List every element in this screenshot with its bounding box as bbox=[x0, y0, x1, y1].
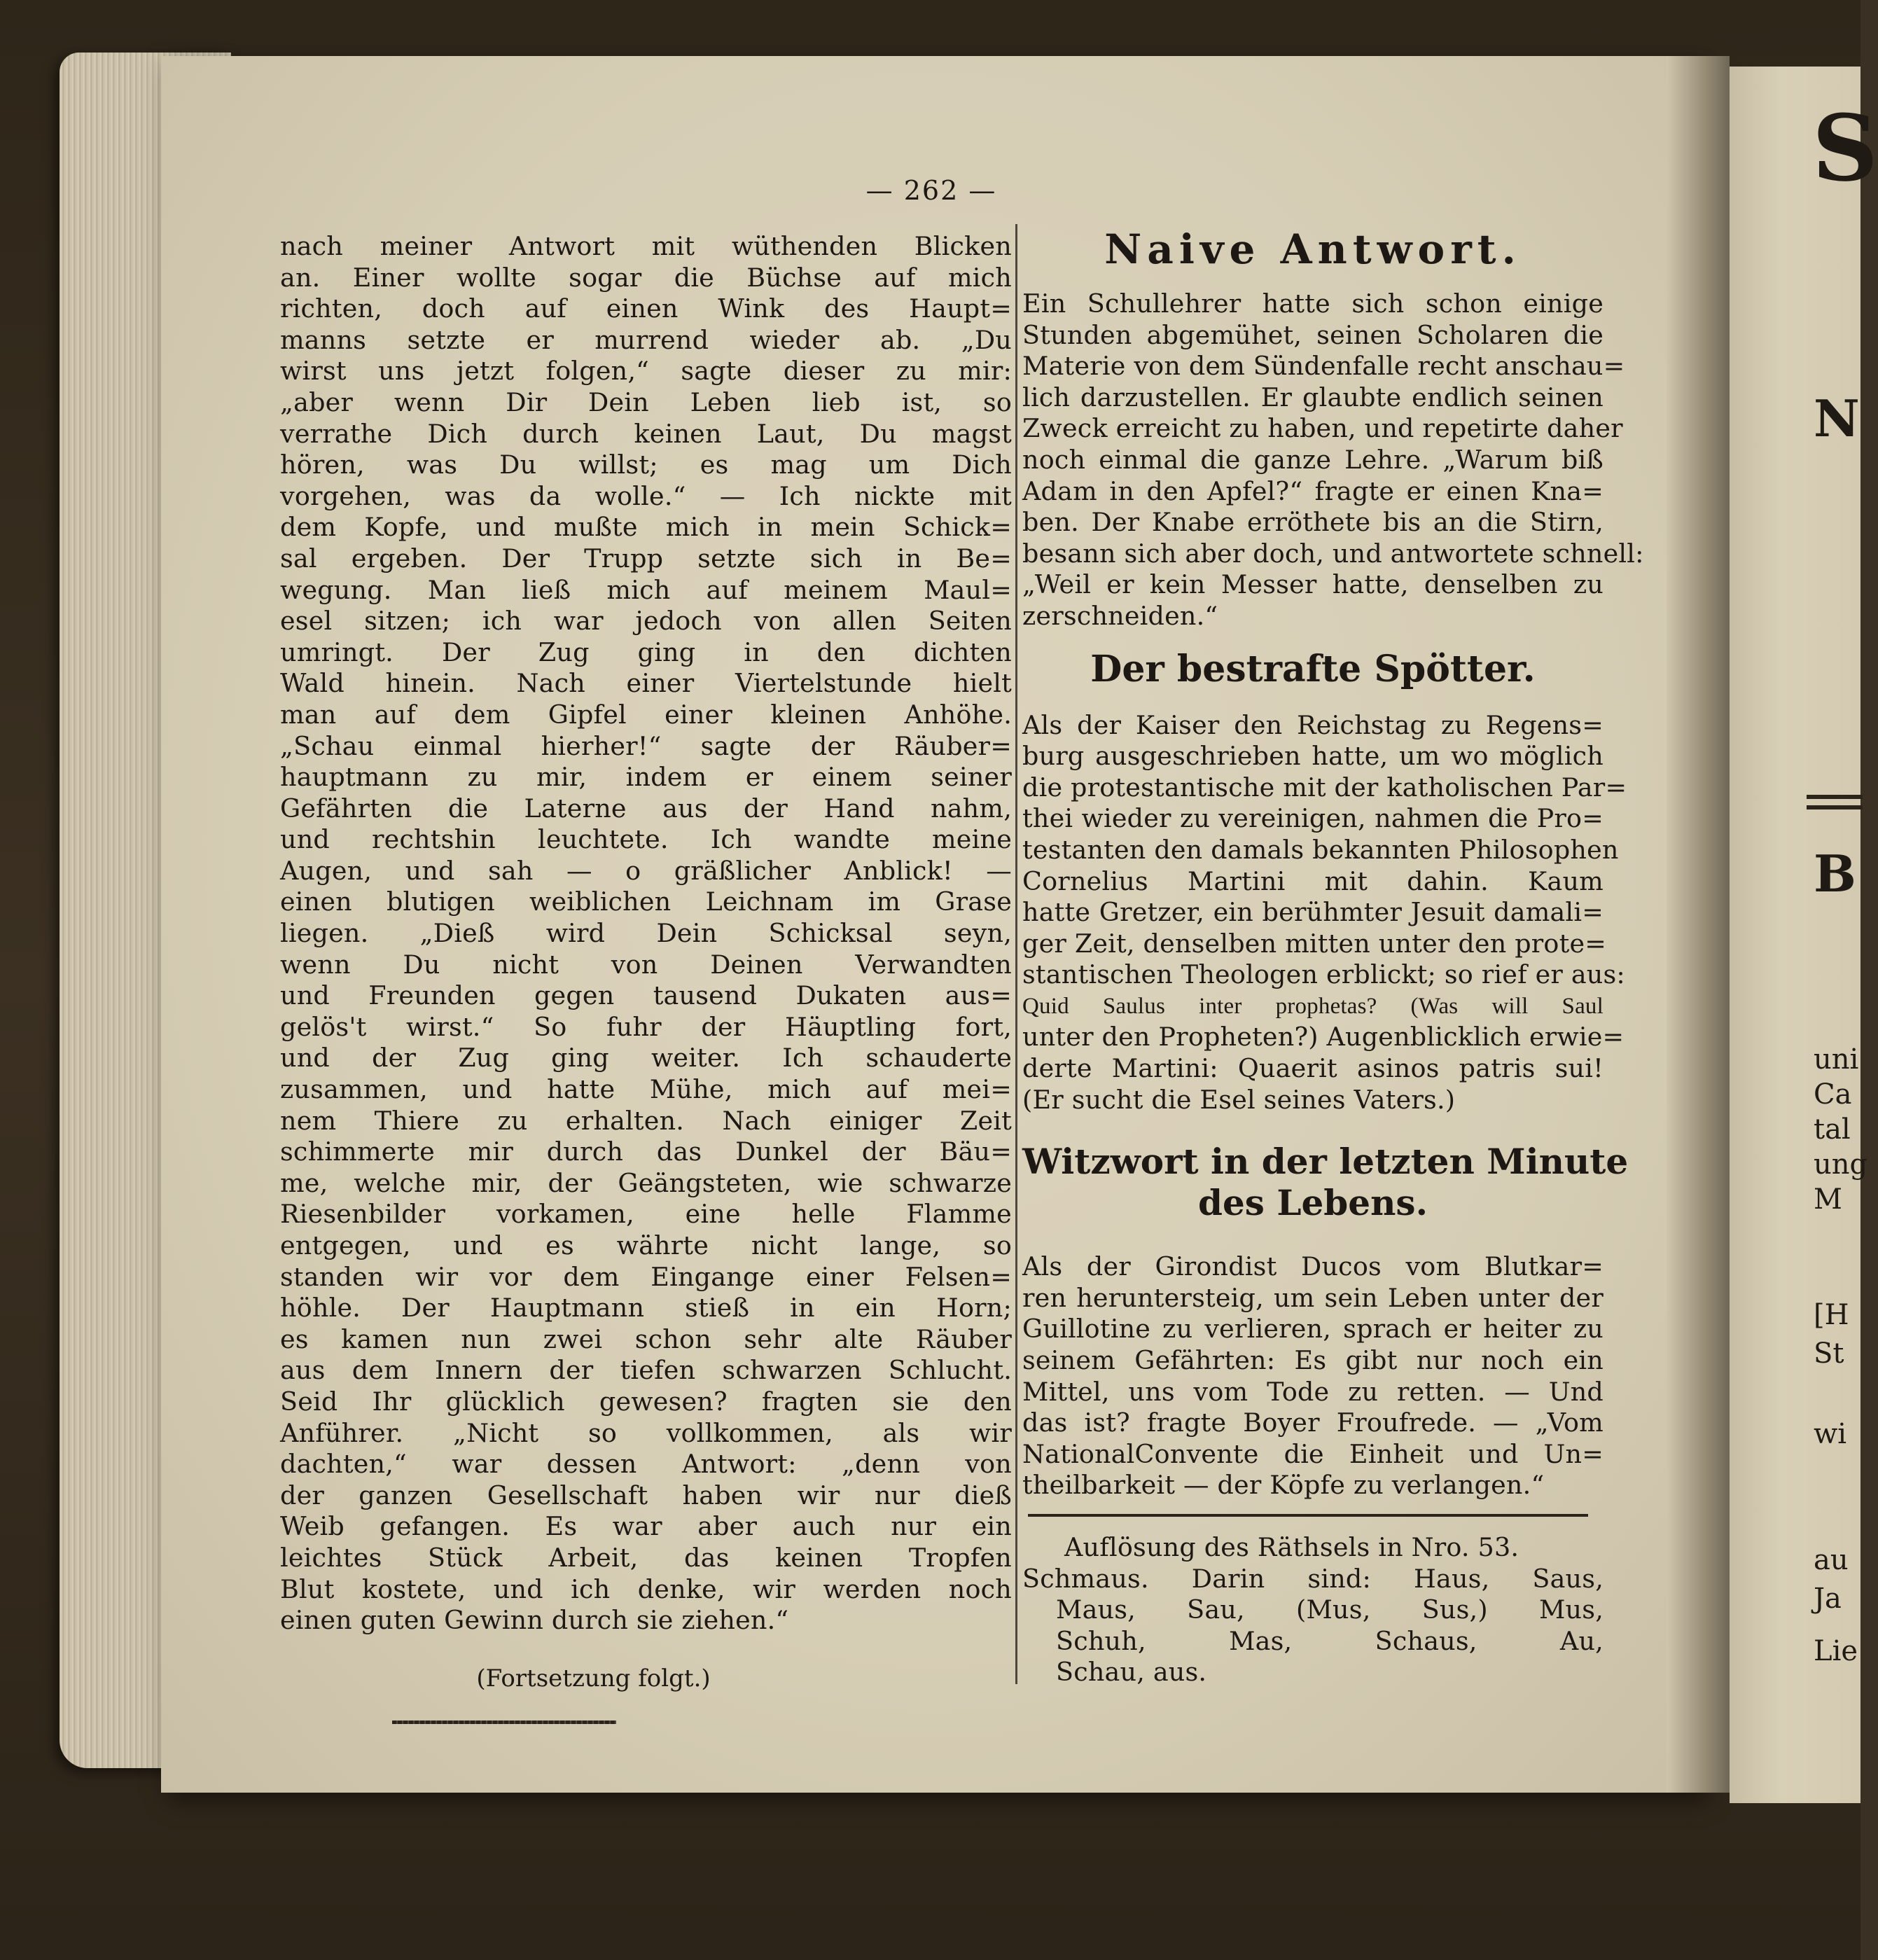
text-line: noch einmal die ganze Lehre. „Warum biß bbox=[1022, 444, 1604, 475]
text-line: umringt. Der Zug ging in den dichten bbox=[280, 637, 1012, 667]
text-line: Augen, und sah — o gräßlicher Anblick! — bbox=[280, 855, 1012, 886]
next-page-text: ung bbox=[1814, 1148, 1868, 1181]
text-line: NationalConvente die Einheit und Un= bbox=[1022, 1438, 1604, 1469]
next-page-text: M bbox=[1814, 1183, 1842, 1216]
next-page-fragment bbox=[1730, 67, 1878, 1803]
text-line: zerschneiden.“ bbox=[1022, 600, 1218, 631]
text-line: Materie von dem Sündenfalle recht anschau= bbox=[1022, 351, 1625, 382]
next-page-text: tal bbox=[1814, 1113, 1851, 1146]
riddle-heading: Auflösung des Räthsels in Nro. 53. bbox=[1064, 1532, 1519, 1562]
text-line: höhle. Der Hauptmann stieß in ein Horn; bbox=[280, 1293, 1012, 1323]
left-column bbox=[280, 175, 1012, 1724]
text-line: esel sitzen; ich war jedoch von allen Seiten bbox=[280, 606, 1012, 637]
text-line: nem Thiere zu erhalten. Nach einiger Zeit bbox=[280, 1105, 1012, 1136]
text-line: hören, was Du willst; es mag um Dich bbox=[280, 450, 1012, 480]
text-line: Weib gefangen. Es war aber auch nur ein bbox=[280, 1511, 1012, 1542]
text-line: es kamen nun zwei schon sehr alte Räuber bbox=[280, 1323, 1012, 1354]
text-line: Guillotine zu verlieren, sprach er heiter zu bbox=[1022, 1314, 1604, 1344]
text-line: gelös't wirst.“ So fuhr der Häuptling fort, bbox=[280, 1011, 1012, 1042]
next-page-text: Lie bbox=[1814, 1635, 1858, 1667]
text-line: (Er sucht die Esel seines Vaters.) bbox=[1022, 1084, 1456, 1115]
text-line: Riesenbilder vorkamen, eine helle Flamme bbox=[280, 1199, 1012, 1230]
text-line: „aber wenn Dir Dein Leben lieb ist, so bbox=[280, 387, 1012, 417]
text-line: Schau, aus. bbox=[1056, 1657, 1207, 1688]
text-line: ben. Der Knabe erröthete bis an die Stirn, bbox=[1022, 507, 1604, 538]
text-line: dachten,“ war dessen Antwort: „denn von bbox=[280, 1449, 1012, 1480]
text-line: theilbarkeit — der Köpfe zu verlangen.“ bbox=[1022, 1470, 1545, 1501]
end-rule bbox=[392, 1721, 616, 1724]
next-page-text: St bbox=[1814, 1337, 1844, 1370]
text-line: und Freunden gegen tausend Dukaten aus= bbox=[280, 980, 1012, 1011]
text-line: Stunden abgemühet, seinen Scholaren die bbox=[1022, 319, 1604, 350]
book-gutter bbox=[1667, 56, 1730, 1793]
text-line: stantischen Theologen erblickt; so rief er aus: bbox=[1022, 959, 1625, 990]
text-line: „Weil er kein Messer hatte, denselben zu bbox=[1022, 569, 1604, 600]
text-line: Wald hinein. Nach einer Viertelstunde hielt bbox=[280, 668, 1012, 699]
text-line: Zweck erreicht zu haben, und repetirte daher bbox=[1022, 413, 1623, 444]
text-line: Cornelius Martini mit dahin. Kaum bbox=[1022, 866, 1604, 896]
section-heading: Der bestrafte Spötter. bbox=[1090, 647, 1536, 690]
text-line: einen blutigen weiblichen Leichnam im Grase bbox=[280, 887, 1012, 917]
text-line: standen wir vor dem Eingange einer Felsen= bbox=[280, 1261, 1012, 1292]
text-line: das ist? fragte Boyer Froufrede. — „Vom bbox=[1022, 1408, 1604, 1438]
text-line: burg ausgeschrieben hatte, um wo möglich bbox=[1022, 741, 1604, 772]
text-line: Gefährten die Laterne aus der Hand nahm, bbox=[280, 793, 1012, 823]
next-page-text: wi bbox=[1814, 1418, 1847, 1450]
text-line: zusammen, und hatte Mühe, mich auf mei= bbox=[280, 1074, 1012, 1105]
text-line: liegen. „Dieß wird Dein Schicksal seyn, bbox=[280, 918, 1012, 949]
text-line: Als der Kaiser den Reichstag zu Regens= bbox=[1022, 709, 1604, 740]
text-line: hauptmann zu mir, indem er einem seiner bbox=[280, 762, 1012, 793]
text-line: entgegen, und es währte nicht lange, so bbox=[280, 1230, 1012, 1260]
text-line: Quid Saulus inter prophetas? (Was will Saul bbox=[1022, 993, 1604, 1019]
text-line: Adam in den Apfel?“ fragte er einen Kna= bbox=[1022, 475, 1604, 506]
next-page-text: au bbox=[1814, 1544, 1849, 1576]
text-line: derte Martini: Quaerit asinos patris sui! bbox=[1022, 1053, 1604, 1084]
next-page-text: [H bbox=[1814, 1299, 1849, 1331]
text-line: wegung. Man ließ mich auf meinem Maul= bbox=[280, 574, 1012, 605]
text-line: thei wieder zu vereinigen, nahmen die Pro= bbox=[1022, 803, 1604, 834]
text-line: Ein Schullehrer hatte sich schon einige bbox=[1022, 289, 1604, 319]
text-line: an. Einer wollte sogar die Büchse auf mich bbox=[280, 262, 1012, 293]
next-page-text: N bbox=[1814, 389, 1860, 448]
section-heading: des Lebens. bbox=[1198, 1182, 1428, 1224]
text-line: Als der Girondist Ducos vom Blutkar= bbox=[1022, 1251, 1604, 1282]
text-line: „Schau einmal hierher!“ sagte der Räuber= bbox=[280, 730, 1012, 761]
text-line: die protestantische mit der katholischen Par= bbox=[1022, 772, 1627, 802]
text-line: sal ergeben. Der Trupp setzte sich in Be= bbox=[280, 543, 1012, 574]
right-column bbox=[1022, 175, 1644, 1688]
text-line: dem Kopfe, und mußte mich in mein Schick= bbox=[280, 512, 1012, 543]
text-line: schimmerte mir durch das Dunkel der Bäu= bbox=[280, 1137, 1012, 1167]
text-line: Mittel, uns vom Tode zu retten. — Und bbox=[1022, 1376, 1604, 1407]
next-page-text: B bbox=[1814, 844, 1856, 903]
next-page-rule bbox=[1807, 795, 1863, 799]
text-line: der ganzen Gesellschaft haben wir nur dieß bbox=[280, 1480, 1012, 1510]
text-line: und rechtshin leuchtete. Ich wandte meine bbox=[280, 824, 1012, 855]
text-line: seinem Gefährten: Es gibt nur noch ein bbox=[1022, 1345, 1604, 1376]
section-rule bbox=[1028, 1514, 1588, 1517]
text-line: besann sich aber doch, und antwortete schnell: bbox=[1022, 538, 1644, 569]
text-line: man auf dem Gipfel einer kleinen Anhöhe. bbox=[280, 699, 1012, 730]
next-page-text: uni bbox=[1814, 1043, 1859, 1076]
text-line: ger Zeit, denselben mitten unter den prote= bbox=[1022, 928, 1607, 959]
text-line: ren heruntersteig, um sein Leben unter der bbox=[1022, 1282, 1604, 1313]
text-line: Schmaus. Darin sind: Haus, Saus, bbox=[1022, 1563, 1604, 1594]
text-line: nach meiner Antwort mit wüthenden Blicken bbox=[280, 231, 1012, 261]
text-line: testanten den damals bekannten Philosophen bbox=[1022, 834, 1619, 865]
next-page-text: Ja bbox=[1814, 1583, 1842, 1615]
text-line: Maus, Sau, (Mus, Sus,) Mus, bbox=[1056, 1594, 1604, 1625]
text-line: Anführer. „Nicht so vollkommen, als wir bbox=[280, 1417, 1012, 1448]
next-page-text: S bbox=[1812, 95, 1878, 202]
text-line: unter den Propheten?) Augenblicklich erwie= bbox=[1022, 1022, 1625, 1052]
text-line: verrathe Dich durch keinen Laut, Du magst bbox=[280, 418, 1012, 449]
text-line: Blut kostete, und ich denke, wir werden noch bbox=[280, 1573, 1012, 1604]
next-page-rule bbox=[1807, 805, 1863, 809]
text-line: und der Zug ging weiter. Ich schauderte bbox=[280, 1043, 1012, 1073]
text-line: Seid Ihr glücklich gewesen? fragten sie den bbox=[280, 1386, 1012, 1417]
text-line: wenn Du nicht von Deinen Verwandten bbox=[280, 949, 1012, 980]
next-page-text: Ca bbox=[1814, 1078, 1852, 1111]
text-line: Schuh, Mas, Schaus, Au, bbox=[1056, 1625, 1604, 1656]
text-line: einen guten Gewinn durch sie ziehen.“ bbox=[280, 1605, 789, 1636]
text-line: vorgehen, was da wolle.“ — Ich nickte mit bbox=[280, 480, 1012, 511]
page-number: — 262 — bbox=[865, 175, 997, 206]
text-line: aus dem Innern der tiefen schwarzen Schlucht. bbox=[280, 1355, 1012, 1386]
text-line: me, welche mir, der Geängsteten, wie schwarze bbox=[280, 1167, 1012, 1198]
text-line: hatte Gretzer, ein berühmter Jesuit damali= bbox=[1022, 897, 1604, 928]
text-line: wirst uns jetzt folgen,“ sagte dieser zu mir: bbox=[280, 356, 1012, 387]
column-divider bbox=[1015, 224, 1017, 1684]
section-heading: Naive Antwort. bbox=[1104, 225, 1522, 273]
text-line: richten, doch auf einen Wink des Haupt= bbox=[280, 293, 1012, 324]
text-line: leichtes Stück Arbeit, das keinen Tropfen bbox=[280, 1542, 1012, 1573]
section-heading: Witzwort in der letzten Minute bbox=[1022, 1141, 1629, 1183]
text-line: lich darzustellen. Er glaubte endlich seinen bbox=[1022, 382, 1604, 412]
continuation-note: (Fortsetzung folgt.) bbox=[476, 1664, 711, 1693]
text-line: manns setzte er murrend wieder ab. „Du bbox=[280, 324, 1012, 355]
